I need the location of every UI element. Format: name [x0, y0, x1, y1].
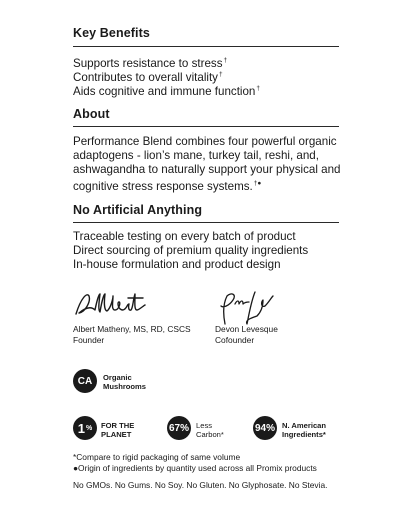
organic-label: Organic Mushrooms — [103, 373, 147, 391]
key-benefits-title: Key Benefits — [73, 26, 150, 40]
organic-certification-badge: CA — [73, 369, 97, 393]
no-artificial-title: No Artificial Anything — [73, 203, 203, 217]
founder-signature — [73, 288, 149, 322]
footnote: ●Origin of ingredients by quantity used across all Promix products — [73, 463, 317, 473]
carbon-label: Less Carbon* — [196, 421, 224, 439]
one-percent-for-planet-badge: 1 % — [73, 416, 97, 440]
about-text: Performance Blend combines four powerful organic adaptogens - lion’s mane, turkey tail, reshi, and, ashwagandha to naturally support your physical and cognitive stress response systems.†● — [73, 135, 341, 193]
benefit-item: Contributes to overall vitality† — [73, 71, 223, 84]
section-divider — [73, 126, 339, 127]
free-from-statement: No GMOs. No Gums. No Soy. No Gluten. No Glyphosate. No Stevia. — [73, 480, 328, 490]
american-label: N. American Ingredients* — [282, 421, 327, 439]
section-divider — [73, 46, 339, 47]
benefit-item: Aids cognitive and immune function† — [73, 85, 261, 98]
quality-item: Direct sourcing of premium quality ingredients — [73, 244, 309, 257]
quality-item: In-house formulation and product design — [73, 258, 281, 271]
founder-role: Founder — [73, 335, 105, 345]
cofounder-role: Cofounder — [215, 335, 255, 345]
about-title: About — [73, 107, 110, 121]
quality-item: Traceable testing on every batch of product — [73, 230, 296, 243]
cofounder-name: Devon Levesque — [215, 324, 278, 334]
footnote: *Compare to rigid packaging of same volume — [73, 452, 241, 462]
less-carbon-badge: 67% — [167, 416, 191, 440]
benefit-item: Supports resistance to stress† — [73, 57, 228, 70]
section-divider — [73, 222, 339, 223]
american-ingredients-badge: 94% — [253, 416, 277, 440]
cofounder-signature — [211, 290, 275, 326]
planet-label: FOR THE PLANET — [101, 421, 135, 439]
founder-name: Albert Matheny, MS, RD, CSCS — [73, 324, 191, 334]
